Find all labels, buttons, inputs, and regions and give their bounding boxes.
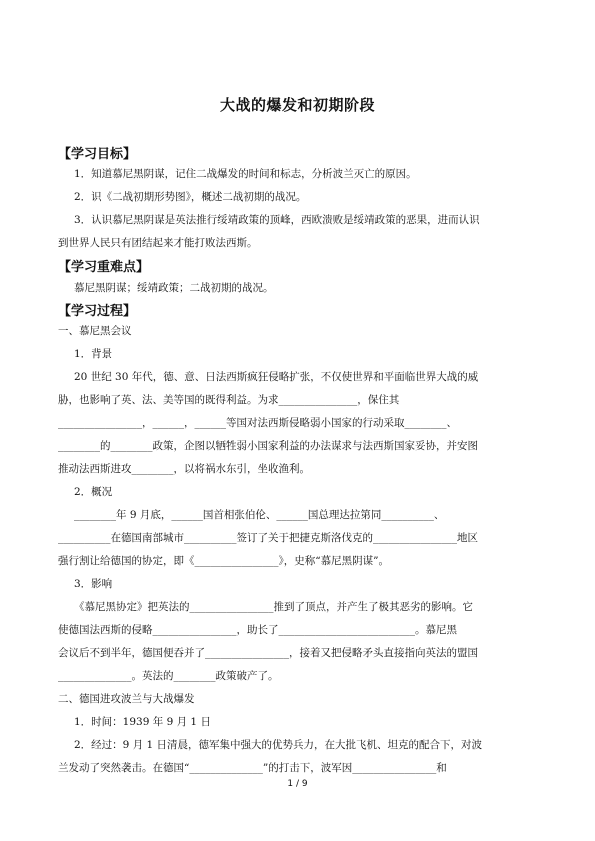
background-label: 1．背景	[74, 348, 113, 360]
course-line-1: 2．经过：9 月 1 日清晨，德军集中强大的优势兵力，在大批飞机、坦克的配合下，对波	[74, 739, 483, 751]
goal-1: 1．知道慕尼黑阴谋，记住二战爆发的时间和标志，分析波兰灭亡的原因。	[74, 168, 417, 180]
impact-line-2: 使德国法西斯的侵略________________，助长了__________________________。慕尼黑	[58, 624, 457, 636]
impact-line-3: 会议后不到半年，德国便吞并了________________，接着又把侵略矛头直接指向英法的盟国	[58, 647, 478, 659]
background-line-5: 推动法西斯进攻________，以将祸水东引，坐收渔利。	[58, 463, 310, 475]
impact-line-4: ______________。英法的________政策破产了。	[58, 670, 279, 682]
course-line-2: 兰发动了突然袭击。在德国“______________”的打击下，波军因________________和	[58, 762, 447, 774]
part-2-heading: 二、德国进攻波兰与大战爆发	[58, 693, 195, 705]
focus-text: 慕尼黑阴谋；绥靖政策；二战初期的战况。	[74, 282, 274, 294]
background-line-4: ________的________政策，企图以牺牲弱小国家利益的办法谋求与法西斯国家妥协，并安图	[58, 440, 478, 452]
goal-3-line-1: 3．认识慕尼黑阴谋是英法推行绥靖政策的顶峰，西欧溃败是绥靖政策的恶果，进而认识	[74, 214, 480, 226]
overview-label: 2．概况	[74, 486, 113, 498]
section-heading-process: 【学习过程】	[58, 304, 137, 319]
section-heading-goals: 【学习目标】	[58, 147, 137, 162]
impact-label: 3．影响	[74, 578, 113, 590]
goal-3-line-2: 到世界人民只有团结起来才能打败法西斯。	[58, 237, 258, 249]
background-line-2: 胁，也影响了英、法、美等国的既得利益。为求_______________，保住其	[58, 394, 400, 406]
background-line-3: ________________，______，______等国对法西斯侵略弱小国家的行动采取________、	[58, 417, 457, 429]
time-line: 1．时间：1939 年 9 月 1 日	[74, 716, 211, 728]
section-heading-focus: 【学习重难点】	[58, 260, 150, 275]
page-title: 大战的爆发和初期阶段	[219, 96, 375, 114]
goal-2: 2．识《二战初期形势图》，概述二战初期的战况。	[74, 191, 307, 203]
background-line-1: 20 世纪 30 年代，德、意、日法西斯疯狂侵略扩张，不仅使世界和平面临世界大战的威	[74, 371, 479, 383]
part-1-heading: 一、慕尼黑会议	[58, 325, 132, 337]
page-number: 1 / 9	[287, 779, 308, 789]
overview-line-1: ________年 9 月底，______国首相张伯伦、______国总理达拉第同__________、	[74, 509, 445, 521]
overview-line-3: 强行割让给德国的协定，即《________________》，史称“慕尼黑阴谋”。	[58, 555, 389, 567]
impact-line-1: 《慕尼黑协定》把英法的________________推到了顶点，并产生了极其恶劣的影响。它	[74, 601, 473, 613]
overview-line-2: __________在德国南部城市__________签订了关于把捷克斯洛伐克的________________地区	[58, 532, 478, 544]
